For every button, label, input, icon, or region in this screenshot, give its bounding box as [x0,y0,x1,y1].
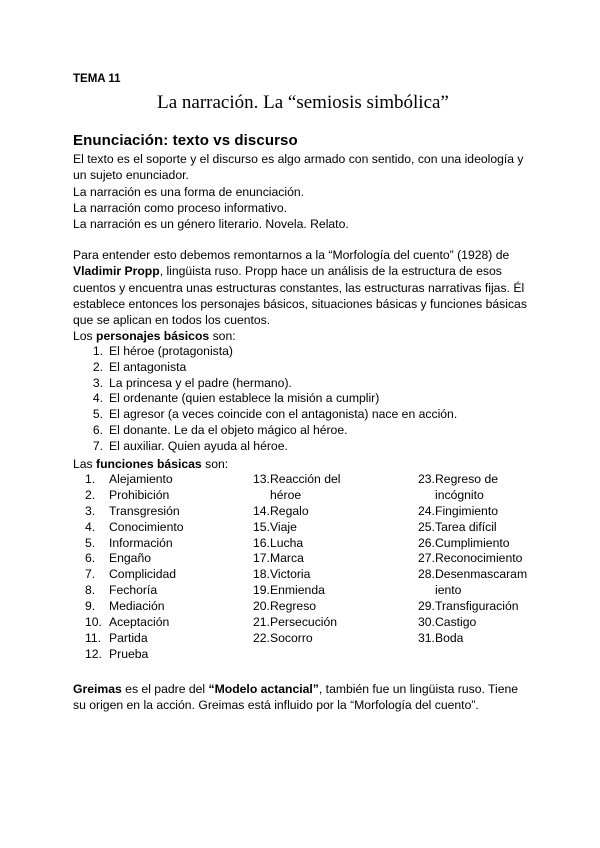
funciones-bold: funciones básicas [96,457,202,471]
funcion-item-continuation [418,583,548,599]
funcion-text: Cumplimiento [435,535,510,550]
funcion-text: Regalo [270,503,309,518]
greimas-line: su origen en la acción. Greimas está influido por la “Morfología del cuento”. [73,698,479,713]
propp-name: Vladimir Propp [73,264,160,279]
funciones-intro-line [73,456,543,472]
funcion-text: Viaje [270,519,297,534]
funcion-number: 3. [85,503,96,518]
greimas-model: “Modelo actancial” [208,682,319,696]
list-text: La princesa y el padre (hermano). [109,375,292,390]
funcion-number: 25. [418,519,435,534]
funcion-item [85,647,245,663]
funcion-text: Persecución [270,615,338,630]
personajes-list [73,344,457,455]
list-number: 5. [92,407,103,422]
funcion-number: 8. [85,583,96,598]
funcion-number: 22. [253,630,270,645]
funcion-text: Complicidad [109,567,177,582]
funcion-text: Regreso [270,599,317,614]
greimas-line [73,681,543,697]
funcion-item [253,615,413,631]
funcion-item [85,551,245,567]
funcion-item [253,599,413,615]
list-number: 3. [92,375,103,390]
funcion-number: 24. [418,503,435,518]
funcion-text: Fingimiento [435,503,498,518]
topic-number: TEMA 11 [73,73,121,85]
funcion-number: 10. [85,615,102,630]
funcion-number: 16. [253,535,270,550]
funcion-number: 20. [253,599,270,614]
funcion-item [418,631,548,647]
funcion-item [85,488,245,504]
funcion-text: Prueba [109,646,149,661]
funcion-number: 30. [418,615,435,630]
funcion-text: Conocimiento [109,519,184,534]
funcion-item [85,583,245,599]
funciones-column-3 [418,472,548,647]
funcion-number: 9. [85,599,96,614]
funcion-text: Tarea difícil [435,519,497,534]
funcion-item-continuation [418,488,548,504]
funcion-text: Aceptación [109,615,170,630]
funcion-number: 31. [418,630,435,645]
list-text: El ordenante (quien establece la misión a cumplir) [109,391,380,406]
funcion-text: Transfiguración [435,599,519,614]
intro-line: El texto es el soporte y el discurso es algo armado con sentido, con una ideología y [73,152,524,166]
funcion-number: 4. [85,519,96,534]
funcion-item [85,472,245,488]
propp-line: Para entender esto debemos remontarnos a la “Morfología del cuento” (1928) de [73,248,510,262]
funcion-item [418,520,548,536]
funcion-text: Enmienda [270,583,325,598]
funcion-number: 21. [253,615,270,630]
list-item [73,423,457,439]
funcion-text: Información [109,535,173,550]
list-text: El agresor (a veces coincide con el antagonista) nace en acción. [109,407,458,422]
funcion-text: Reacción del [270,472,341,486]
funcion-number: 17. [253,551,270,566]
funcion-item [85,536,245,552]
propp-line: que se aplican en todos los cuentos. [73,313,271,328]
funcion-item [85,631,245,647]
funcion-text-continuation: héroe [270,487,302,502]
greimas-paragraph [73,681,543,714]
funcion-item-continuation [253,488,413,504]
list-item [73,344,457,360]
funcion-item [253,504,413,520]
funcion-item [418,599,548,615]
intro-line: La narración como proceso informativo. [73,200,288,215]
funcion-item [85,599,245,615]
funcion-text: Mediación [109,599,165,614]
propp-paragraph [73,247,543,345]
list-text: El donante. Le da el objeto mágico al héroe. [109,422,348,437]
funcion-text: Prohibición [109,487,170,502]
propp-line [73,263,543,279]
propp-line: establece entonces los personajes básicos, situaciones básicas y funciones básicas [73,296,527,311]
funcion-number: 1. [85,472,96,486]
funcion-number: 18. [253,567,270,582]
intro-line: un sujeto enunciador. [73,168,189,183]
funcion-number: 29. [418,599,435,614]
personajes-intro [73,328,543,344]
funcion-number: 13. [253,472,270,486]
funcion-number: 19. [253,583,270,598]
funciones-suffix: son: [201,457,229,471]
funcion-number: 27. [418,551,435,566]
page-title: La narración. La “semiosis simbólica” [157,92,449,113]
funcion-text: Reconocimiento [435,551,523,566]
funcion-text: Boda [435,630,464,645]
list-item [73,376,457,392]
intro-paragraph [73,151,543,232]
funcion-item [85,504,245,520]
intro-line: La narración es una forma de enunciación. [73,184,305,199]
funcion-number: 14. [253,503,270,518]
funcion-text: Fechoría [109,583,158,598]
list-number: 4. [92,391,103,406]
funcion-item [253,583,413,599]
funcion-item [418,615,548,631]
greimas-mid: es el padre del [121,682,209,696]
funcion-text: Alejamiento [109,472,173,486]
greimas-name: Greimas [73,682,122,696]
funcion-number: 23. [418,472,435,486]
funcion-number: 5. [85,535,96,550]
funcion-number: 12. [85,646,102,661]
funcion-number: 15. [253,519,270,534]
funcion-item [253,472,413,488]
funcion-item [253,536,413,552]
list-text: El auxiliar. Quien ayuda al héroe. [109,438,288,453]
funcion-item [418,567,548,583]
funciones-column-2 [253,472,413,647]
funcion-item [418,472,548,488]
funcion-text: Castigo [435,615,477,630]
funcion-number: 26. [418,535,435,550]
funciones-intro [73,456,543,472]
funcion-text: Regreso de [435,472,499,486]
list-item [73,439,457,455]
funcion-number: 2. [85,487,96,502]
personajes-bold: personajes básicos [96,329,210,344]
funcion-item [85,615,245,631]
personajes-prefix: Los [73,329,97,344]
funcion-item [253,631,413,647]
funcion-item [418,551,548,567]
funcion-text: Engaño [109,551,152,566]
funcion-item [85,567,245,583]
funciones-prefix: Las [73,457,97,471]
funcion-text-continuation: incógnito [435,487,484,502]
list-item [73,360,457,376]
funcion-text: Victoria [270,567,311,582]
funcion-item [85,520,245,536]
funcion-item [253,520,413,536]
funcion-text: Partida [109,630,148,645]
list-number: 2. [92,359,103,374]
list-number: 7. [92,438,103,453]
funcion-number: 28. [418,567,435,582]
funcion-item [253,551,413,567]
funcion-text: Socorro [270,630,313,645]
list-number: 1. [92,344,103,358]
list-item [73,407,457,423]
funcion-item [418,536,548,552]
funciones-column-1 [85,472,245,663]
funcion-number: 7. [85,567,96,582]
funcion-item [253,567,413,583]
propp-line-rest: , lingüista ruso. Propp hace un análisis de la estructura de esos [159,264,502,279]
funcion-text: Lucha [270,535,304,550]
intro-line: La narración es un género literario. Novela. Relato. [73,217,349,232]
list-text: El antagonista [109,359,187,374]
greimas-rest: , también fue un lingüista ruso. Tiene [318,682,519,696]
funcion-item [418,504,548,520]
propp-line: cuentos y encuentra unas estructuras constantes, las estructuras narrativas fijas. Él [73,280,525,295]
section-heading: Enunciación: texto vs discurso [73,132,298,149]
funcion-number: 6. [85,551,96,566]
funcion-text: Desenmascaram [435,567,528,582]
list-item [73,391,457,407]
funcion-text-continuation: iento [435,583,462,598]
personajes-suffix: son: [209,329,236,344]
list-number: 6. [92,422,103,437]
funcion-text: Transgresión [109,503,180,518]
funcion-text: Marca [270,551,304,566]
funcion-number: 11. [85,630,102,645]
list-text: El héroe (protagonista) [109,344,233,358]
